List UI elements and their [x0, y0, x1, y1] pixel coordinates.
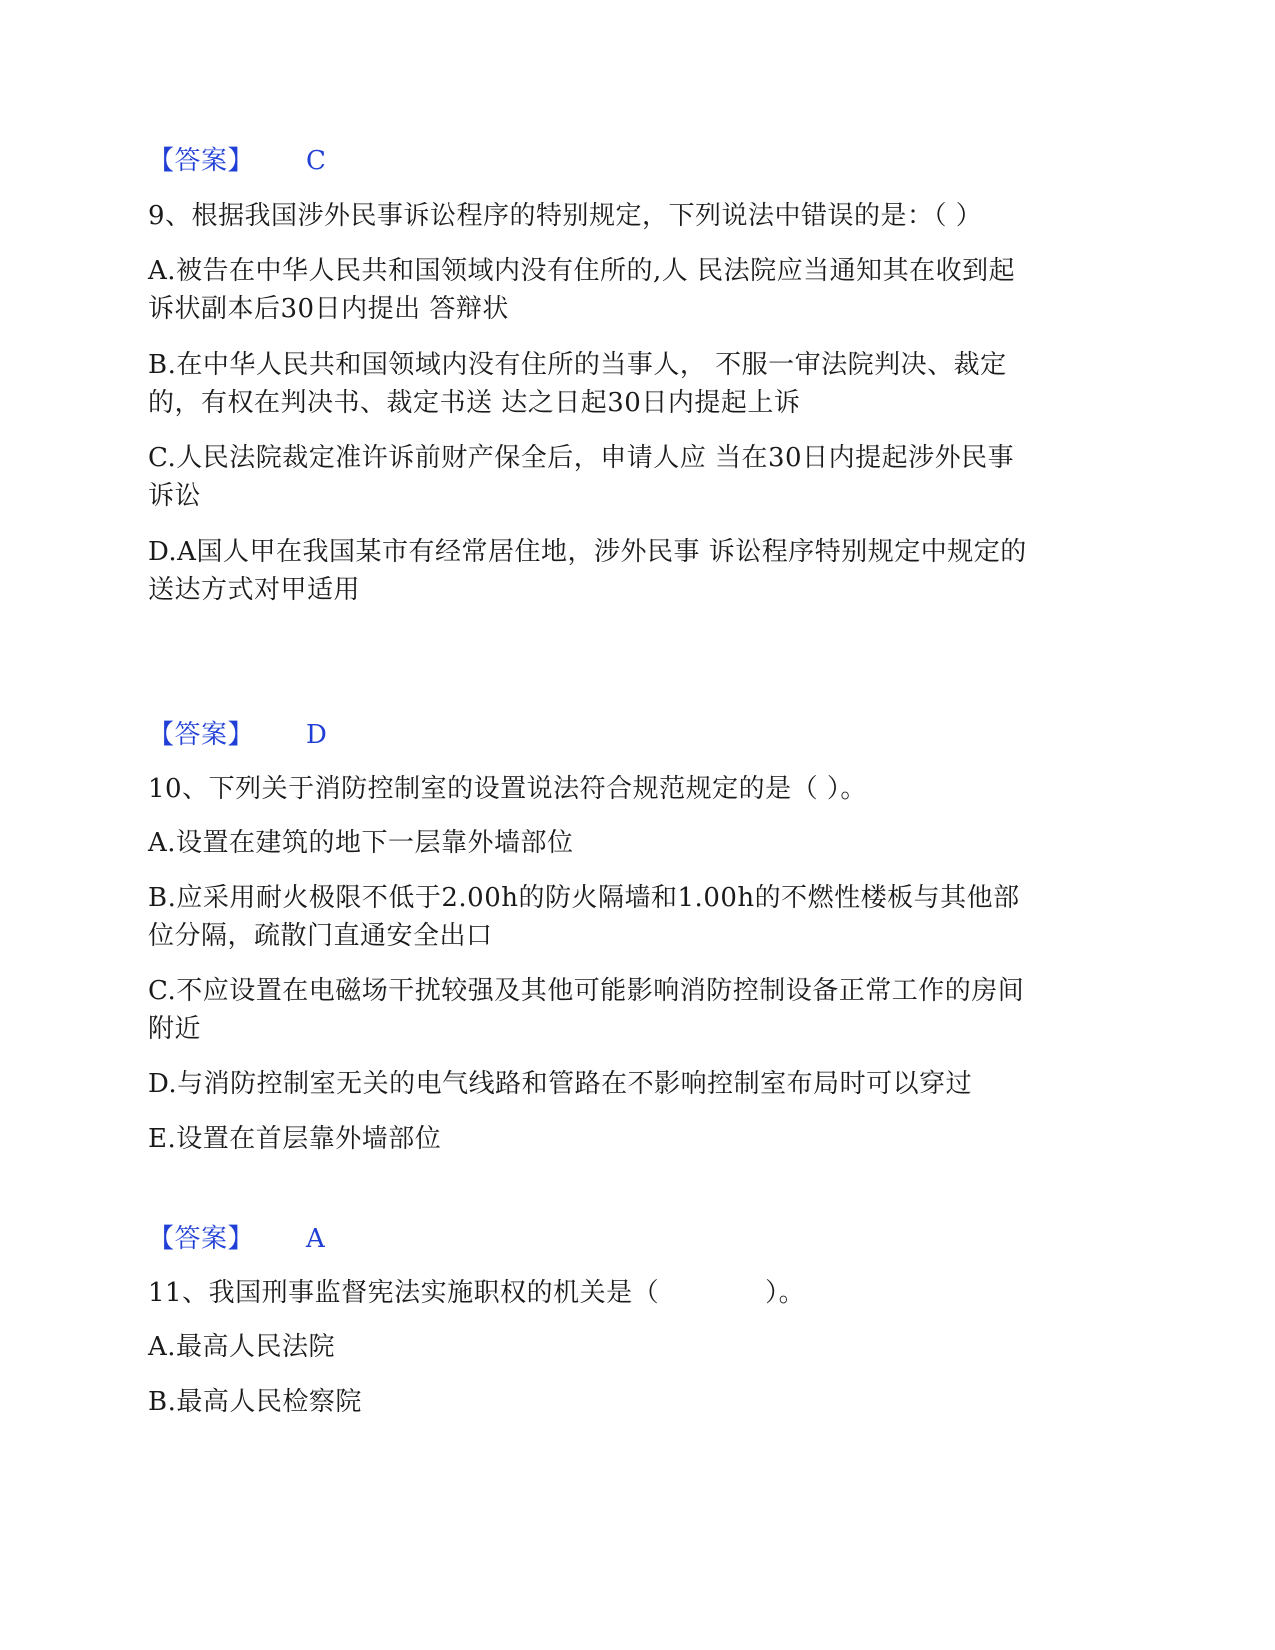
- question-stem: 9、根据我国涉外民事诉讼程序的特别规定，下列说法中错误的是：（ ）: [148, 201, 983, 231]
- answer-line: [148, 1224, 325, 1254]
- option-b-line-1: B.应采用耐火极限不低于2.00h的防火隔墙和1.00h的不燃性楼板与其他部: [148, 883, 1020, 913]
- option-b-line-2: 的，有权在判决书、裁定书送 达之日起30日内提起上诉: [148, 388, 801, 418]
- option-d-line-2: 送达方式对甲适用: [148, 575, 361, 605]
- answer-value: C: [306, 146, 327, 176]
- answer-value: A: [306, 1224, 326, 1254]
- option-a-line-2: 诉状副本后30日内提出 答辩状: [148, 294, 509, 324]
- option-c-line-1: C.人民法院裁定准许诉前财产保全后，申请人应 当在30日内提起涉外民事: [148, 443, 1015, 473]
- option-d-line-1: D.与消防控制室无关的电气线路和管路在不影响控制室布局时可以穿过: [148, 1069, 973, 1099]
- answer-line: [148, 720, 327, 750]
- answer-line: [148, 146, 326, 176]
- answer-label: 【答案】: [148, 1224, 255, 1254]
- option-c-line-1: C.不应设置在电磁场干扰较强及其他可能影响消防控制设备正常工作的房间: [148, 976, 1025, 1006]
- answer-label: 【答案】: [148, 146, 255, 176]
- answer-value: D: [306, 720, 328, 750]
- option-a-line-1: A.被告在中华人民共和国领域内没有住所的,人 民法院应当通知其在收到起: [148, 256, 1016, 286]
- option-c-line-2: 附近: [148, 1014, 202, 1044]
- option-a-line-1: A.设置在建筑的地下一层靠外墙部位: [148, 828, 574, 858]
- answer-label: 【答案】: [148, 720, 255, 750]
- question-stem: 11、我国刑事监督宪法实施职权的机关是（ ）。: [148, 1278, 806, 1308]
- option-b-line-2: 位分隔，疏散门直通安全出口: [148, 921, 493, 951]
- option-e-line-1: E.设置在首层靠外墙部位: [148, 1124, 442, 1154]
- option-c-line-2: 诉讼: [148, 481, 202, 511]
- option-b-line-1: B.最高人民检察院: [148, 1387, 362, 1417]
- question-stem: 10、下列关于消防控制室的设置说法符合规范规定的是（ ）。: [148, 774, 867, 804]
- option-b-line-1: B.在中华人民共和国领域内没有住所的当事人， 不服一审法院判决、裁定: [148, 350, 1007, 380]
- option-a-line-1: A.最高人民法院: [148, 1332, 336, 1362]
- option-d-line-1: D.A国人甲在我国某市有经常居住地，涉外民事 诉讼程序特别规定中规定的: [148, 537, 1027, 567]
